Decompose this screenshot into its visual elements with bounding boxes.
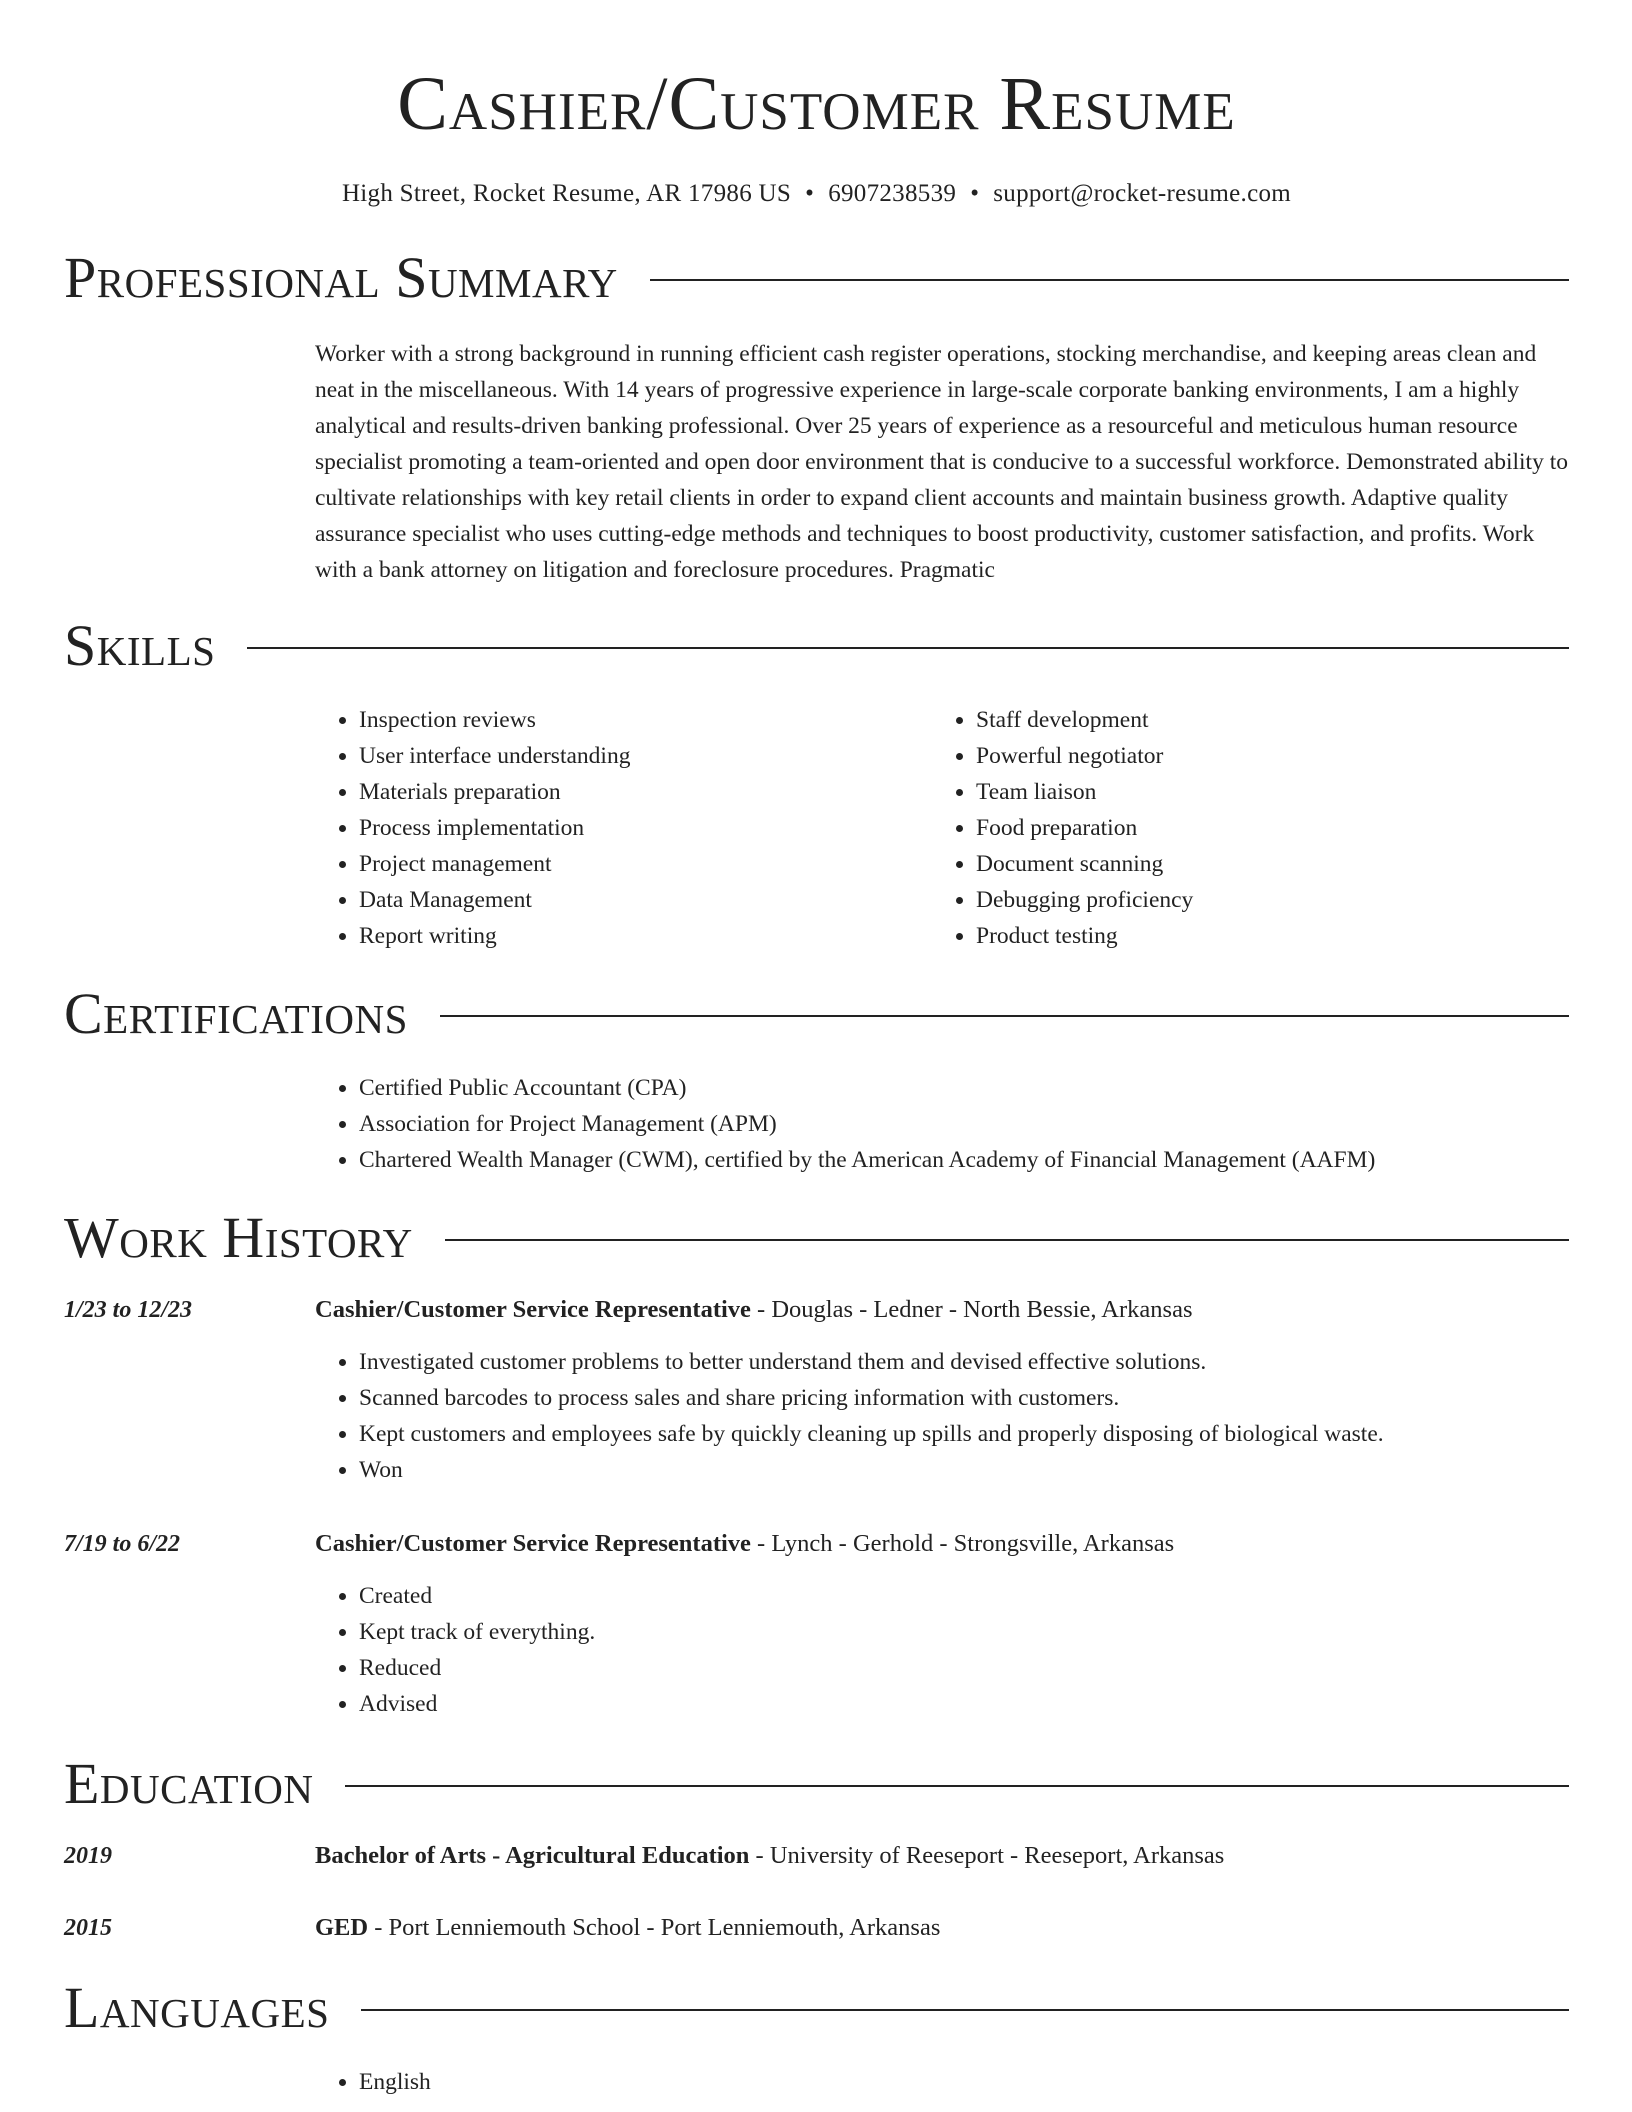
- education-year: 2019: [64, 1843, 112, 1869]
- work-bullet: • Reduced: [359, 1650, 1569, 1686]
- skill-item: • Powerful negotiator: [976, 738, 1549, 774]
- education-year: 2015: [64, 1915, 112, 1941]
- skill-item: • Inspection reviews: [359, 702, 932, 738]
- skills-column-left: [315, 702, 932, 954]
- section-title-education: Education: [64, 1751, 314, 1816]
- contact-address: High Street, Rocket Resume, AR 17986 US: [341, 180, 792, 207]
- skill-item: • Document scanning: [976, 846, 1549, 882]
- section-title-work-history: Work History: [64, 1205, 413, 1270]
- work-dates: 7/19 to 6/22: [64, 1531, 181, 1557]
- work-bullet: • Won: [359, 1452, 1569, 1488]
- education-entry-body: [315, 1838, 1569, 1874]
- section-header-certifications: [64, 982, 1569, 1046]
- skill-item: • Data Management: [359, 882, 932, 918]
- degree: Bachelor of Arts - Agricultural Education: [315, 1842, 750, 1869]
- work-bullet: • Kept customers and employees safe by quickly cleaning up spills and properly disposing of biological waste.: [359, 1416, 1569, 1452]
- contact-separator: •: [805, 180, 815, 207]
- certification-item: • Chartered Wealth Manager (CWM), certified by the American Academy of Financial Management (AAFM): [359, 1142, 1569, 1178]
- work-bullet: • Investigated customer problems to better understand them and devised effective solutions.: [359, 1344, 1569, 1380]
- degree: GED: [315, 1914, 369, 1941]
- skill-item: • Food preparation: [976, 810, 1549, 846]
- section-divider: [440, 1015, 1569, 1017]
- job-title: Cashier/Customer Service Representative: [315, 1530, 751, 1557]
- education-title-line: [315, 1910, 1569, 1946]
- summary-text: Worker with a strong background in running efficient cash register operations, stocking merchandise, and keeping areas clean and neat in the miscellaneous. With 14 years of progressive experience in large-scale corporate banking environments, I am a highly analytical and results-driven banking professional. Over 25 years of experience as a resourceful and meticulous human resource specialist promoting a team-oriented and open door environment that is conducive to a successful workforce. Demonstrated ability to cultivate relationships with key retail clients in order to expand client accounts and maintain business growth. Adaptive quality assurance specialist who uses cutting-edge methods and techniques to boost productivity, customer satisfaction, and profits. Work with a bank attorney on litigation and foreclosure procedures. Pragmatic: [315, 341, 1568, 583]
- section-title-skills: Skills: [64, 613, 216, 678]
- work-title-line: [315, 1292, 1569, 1328]
- section-divider: [345, 1785, 1569, 1787]
- section-header-languages: [64, 1976, 1569, 2040]
- school-location: - University of Reeseport - Reeseport, Arkansas: [749, 1842, 1225, 1869]
- section-divider: [650, 279, 1569, 281]
- contact-separator: •: [970, 180, 980, 207]
- skill-item: • Process implementation: [359, 810, 932, 846]
- section-title-summary: Professional Summary: [64, 245, 618, 310]
- skill-item: • Project management: [359, 846, 932, 882]
- school-location: - Port Lenniemouth School - Port Lenniemouth, Arkansas: [368, 1914, 941, 1941]
- education-title-line: [315, 1838, 1569, 1874]
- section-title-languages: Languages: [64, 1975, 330, 2040]
- section-divider: [247, 647, 1569, 649]
- certification-item: • Association for Project Management (APM): [359, 1106, 1569, 1142]
- work-bullet: • Kept track of everything.: [359, 1614, 1569, 1650]
- contact-email: support@rocket-resume.com: [993, 180, 1292, 207]
- skill-item: • Staff development: [976, 702, 1549, 738]
- education-entry: [64, 1838, 1569, 1874]
- job-employer-location: - Douglas - Ledner - North Bessie, Arkansas: [750, 1296, 1193, 1323]
- work-entry: [64, 1526, 1569, 1722]
- section-divider: [445, 1239, 1569, 1241]
- section-divider: [361, 2009, 1569, 2011]
- work-entry: [64, 1292, 1569, 1488]
- language-item: • English: [359, 2064, 1569, 2100]
- section-header-work-history: [64, 1206, 1569, 1270]
- contact-line: [64, 178, 1569, 210]
- skill-item: • Team liaison: [976, 774, 1549, 810]
- skill-item: • Materials preparation: [359, 774, 932, 810]
- skills-column-right: [932, 702, 1549, 954]
- work-entry-body: [315, 1292, 1569, 1488]
- work-entry-body: [315, 1526, 1569, 1722]
- skills-grid: [315, 702, 1569, 954]
- work-dates: 1/23 to 12/23: [64, 1297, 193, 1323]
- work-bullet: • Advised: [359, 1686, 1569, 1722]
- section-title-certifications: Certifications: [64, 981, 408, 1046]
- education-entry-body: [315, 1910, 1569, 1946]
- resume-page: [64, 0, 1569, 2100]
- resume-title: Cashier/Customer Resume: [397, 62, 1236, 146]
- work-bullet: • Created: [359, 1578, 1569, 1614]
- languages-list: [315, 2064, 1569, 2100]
- certification-item: • Certified Public Accountant (CPA): [359, 1070, 1569, 1106]
- skill-item: • Debugging proficiency: [976, 882, 1549, 918]
- skill-item: • Report writing: [359, 918, 932, 954]
- section-header-education: [64, 1752, 1569, 1816]
- work-bullet: • Scanned barcodes to process sales and share pricing information with customers.: [359, 1380, 1569, 1416]
- job-employer-location: - Lynch - Gerhold - Strongsville, Arkansas: [750, 1530, 1175, 1557]
- certifications-list: [315, 1070, 1569, 1178]
- section-header-skills: [64, 614, 1569, 678]
- job-title: Cashier/Customer Service Representative: [315, 1296, 751, 1323]
- section-header-summary: [64, 246, 1569, 310]
- education-entry: [64, 1910, 1569, 1946]
- contact-phone: 6907238539: [828, 180, 957, 207]
- skill-item: • User interface understanding: [359, 738, 932, 774]
- skill-item: • Product testing: [976, 918, 1549, 954]
- work-title-line: [315, 1526, 1569, 1562]
